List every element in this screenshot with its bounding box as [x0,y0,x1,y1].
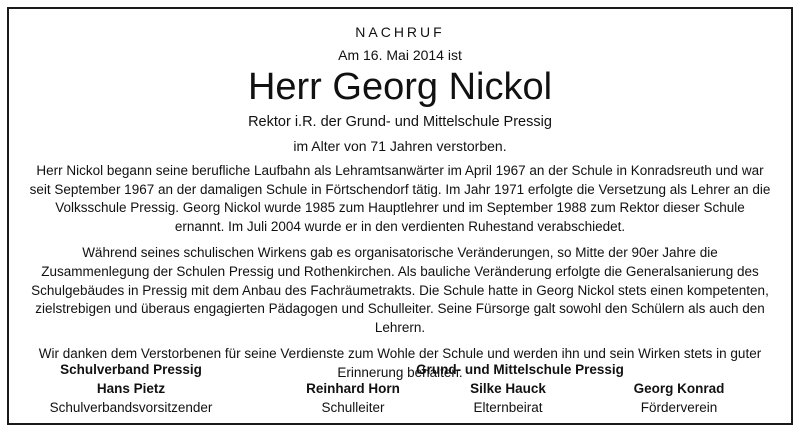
deceased-role: Rektor i.R. der Grund- und Mittelschule Pressig [248,114,552,130]
obituary-notice [7,7,793,425]
date-line: Am 16. Mai 2014 ist [338,47,462,63]
signature-principal [273,379,433,417]
signature-name: Georg Konrad [633,381,725,396]
changes-paragraph: Während seines schulischen Wirkens gab es organisatorische Veränderungen, so Mitte der 90er Jahre die Zusammenlegung der Schulen Pressig und Rothenkirchen. Als bauliche Veränderung erfolgte die Generalsanierung des Schulgebäudes in Pressig mit dem Anbau des Fachräumetrakts. Die Schule hatte in Georg Nickol stets einen kompetenten, zielstrebigen und überaus engagierten Pädagogen und Schulleiter. Seine Fürsorge galt sowohl den Schülern als auch den Lehrern. [31,245,769,335]
signature-school-org: Grund- und Mittelschule Pressig [416,362,624,377]
signature-title: Elternbeirat [473,400,543,415]
signature-name: Reinhard Horn [306,381,400,396]
signature-name: Hans Pietz [96,381,166,396]
signature-title: Schulleiter [321,400,385,415]
notice-heading: NACHRUF [355,24,445,40]
career-paragraph: Herr Nickol begann seine berufliche Laufbahn als Lehramtsanwärter im April 1967 an der Schule in Konradsreuth und war seit September 1967 an der damaligen Schule in Förtschendorf tätig. Im Jahr 1971 erfolgte die Versetzung als Lehrer an die Volksschule Pressig. Georg Nickol wurde 1985 zum Hauptlehrer und im September 1988 zum Rektor dieser Schule ernannt. Im Juli 2004 wurde er in den verdienten Ruhestand verabschiedet. [29,163,771,234]
signature-parents-council [433,379,583,417]
signature-title: Schulverbandsvorsitzender [49,400,213,415]
age-line: im Alter von 71 Jahren verstorben. [293,138,507,154]
signature-support-association [599,379,759,417]
signature-name: Silke Hauck [470,381,546,396]
deceased-name: Herr Georg Nickol [247,66,553,108]
signature-title: Förderverein [640,400,718,415]
thanks-paragraph: Wir danken dem Verstorbenen für seine Verdienste zum Wohle der Schule und werden ihn und sein Wirken stets in guter Erinnerung behalten. [38,346,762,380]
signature-org: Schulverband Pressig [60,362,202,377]
